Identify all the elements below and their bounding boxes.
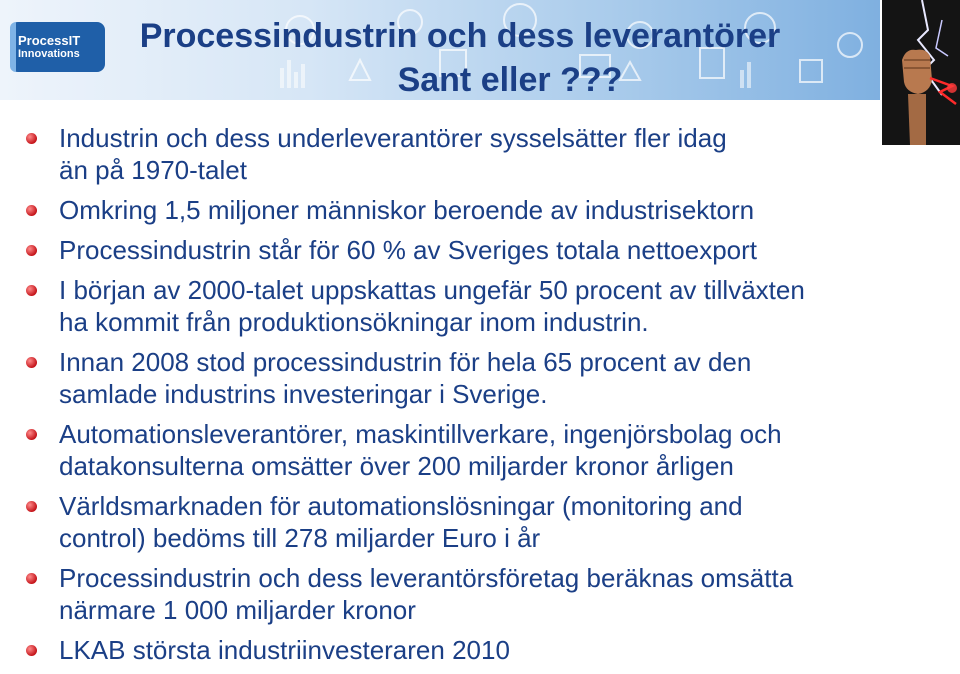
bullet-icon <box>26 245 37 256</box>
bullet-icon <box>26 573 37 584</box>
title-line-2: Sant eller ??? <box>397 61 623 99</box>
bullet-item: Omkring 1,5 miljoner människor beroende av industrisektorn <box>26 194 946 226</box>
bullet-item: Världsmarknaden för automationslösningar (monitoring and control) bedöms till 278 miljarder Euro i år <box>26 490 946 554</box>
bullet-icon <box>26 645 37 656</box>
bullet-icon <box>26 429 37 440</box>
bullet-icon <box>26 357 37 368</box>
logo-line-2: Innovations <box>18 48 80 60</box>
bullet-icon <box>26 133 37 144</box>
bullet-item: Automationsleverantörer, maskintillverkare, ingenjörsbolag och datakonsulterna omsätter över 200 miljarder kronor årligen <box>26 418 946 482</box>
bullet-icon <box>26 285 37 296</box>
bullet-item: Innan 2008 stod processindustrin för hela 65 procent av den samlade industrins investeringar i Sverige. <box>26 346 946 410</box>
bullet-item: Processindustrin och dess leverantörsföretag beräknas omsätta närmare 1 000 miljarder kronor <box>26 562 946 626</box>
bullet-item: Industrin och dess underleverantörer sysselsätter fler idag än på 1970-talet <box>26 122 946 186</box>
bullet-list <box>26 122 946 674</box>
bullet-item: LKAB största industriinvesteraren 2010 <box>26 634 946 666</box>
bullet-icon <box>26 501 37 512</box>
bullet-item: Processindustrin står för 60 % av Sveriges totala nettoexport <box>26 234 946 266</box>
slide-title <box>0 14 920 102</box>
title-line-1: Processindustrin och dess leverantörer <box>139 17 781 55</box>
bullet-icon <box>26 205 37 216</box>
bullet-item: I början av 2000-talet uppskattas ungefär 50 procent av tillväxten ha kommit från produktionsökningar inom industrin. <box>26 274 946 338</box>
logo-line-1: ProcessIT <box>18 33 81 48</box>
